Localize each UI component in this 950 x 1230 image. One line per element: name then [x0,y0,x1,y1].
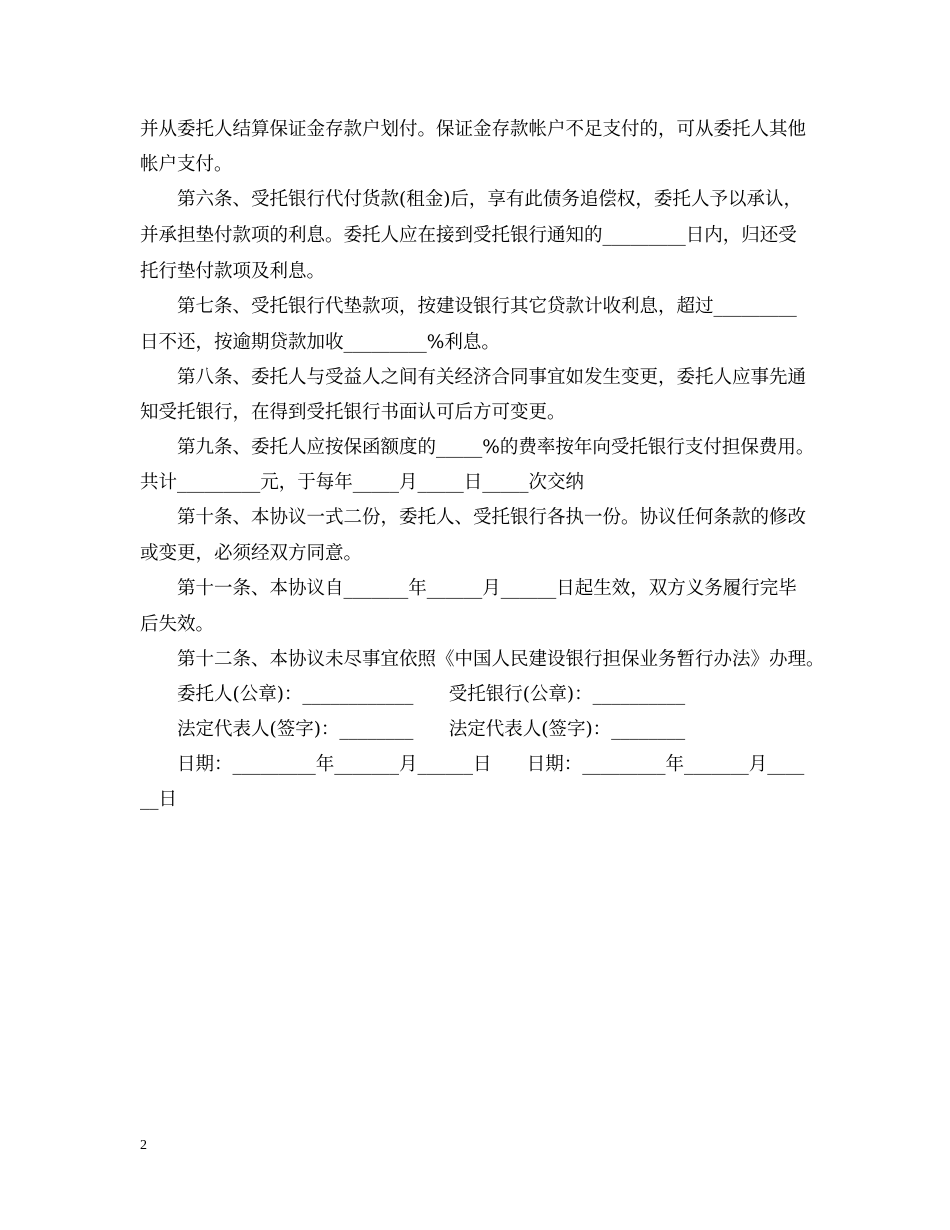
article-10-line-1: 第十条、本协议一式二份，委托人、受托银行各执一份。协议任何条款的修改 [177,507,807,528]
article-10-line-2: 或变更，必须经双方同意。 [140,543,363,564]
article-9-line-1: 第九条、委托人应按保函额度的_____%的费率按年向受托银行支付担保费用。 [177,437,815,458]
seal-signature-line: 委托人(公章)：____________ 受托银行(公章)：__________ [177,684,686,705]
article-6-line-3: 托行垫付款项及利息。 [140,261,326,282]
article-7-line-1: 第七条、受托银行代垫款项，按建设银行其它贷款计收利息，超过_________ [177,296,797,317]
text-line-2: 帐户支付。 [140,154,233,175]
date-line: 日期：_________年_______月______日 日期：_________年_______月____ [177,754,805,775]
article-11-line-2: 后失效。 [140,614,215,635]
article-6-line-2: 并承担垫付款项的利息。委托人应在接到受托银行通知的_________日内，归还受 [140,225,797,246]
article-8-line-1: 第八条、委托人与受益人之间有关经济合同事宜如发生变更，委托人应事先通 [177,367,807,388]
legal-rep-signature-line: 法定代表人(签字)：________ 法定代表人(签字)：________ [177,719,686,740]
article-12-line: 第十二条、本协议未尽事宜依照《中国人民建设银行担保业务暂行办法》办理。 [177,649,825,670]
article-11-line-1: 第十一条、本协议自_______年______月______日起生效，双方义务履行完毕 [177,578,797,599]
article-9-line-2: 共计_________元，于每年_____月_____日_____次交纳 [140,472,585,493]
article-7-line-2: 日不还，按逾期贷款加收_________%利息。 [140,332,500,353]
date-line-continuation: __日 [140,789,178,810]
page-number: 2 [140,1138,147,1153]
article-8-line-2: 知受托银行，在得到受托银行书面认可后方可变更。 [140,402,566,423]
text-line-1: 并从委托人结算保证金存款户划付。保证金存款帐户不足支付的，可从委托人其他 [140,119,807,140]
article-6-line-1: 第六条、受托银行代付货款(租金)后，享有此债务追偿权，委托人予以承认， [177,189,802,210]
